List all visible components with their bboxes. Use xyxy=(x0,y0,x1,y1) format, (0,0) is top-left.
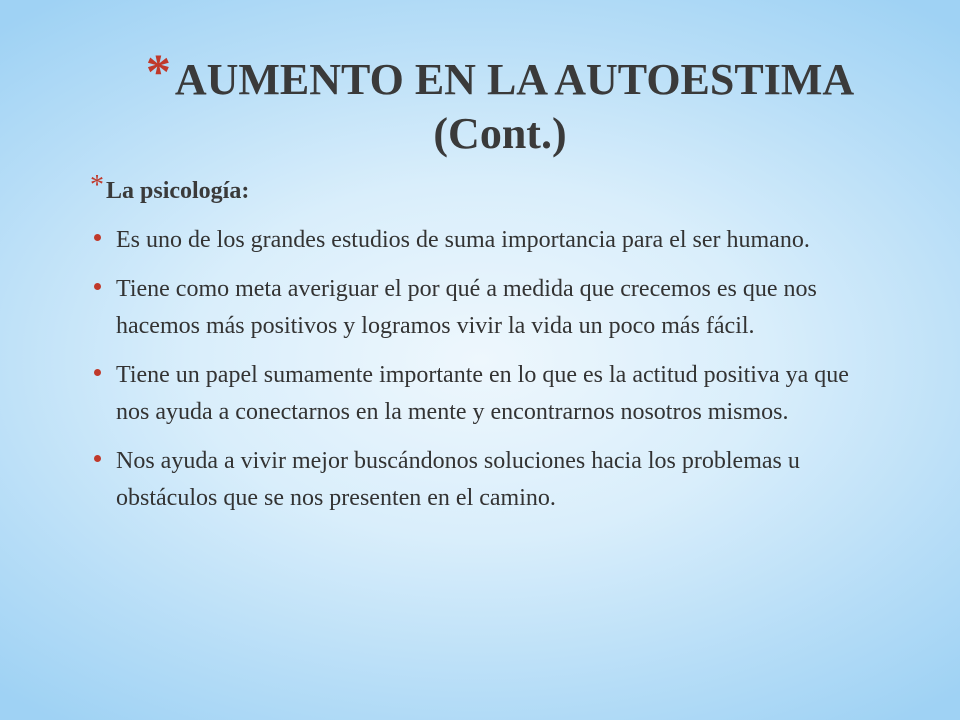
slide-title xyxy=(120,44,880,161)
bullet-text: Nos ayuda a vivir mejor buscándonos soluciones hacia los problemas u obstáculos que se nos presenten en el camino. xyxy=(116,448,800,511)
bullet-text: Es uno de los grandes estudios de suma importancia para el ser humano. xyxy=(116,227,810,253)
bullet-dot-icon xyxy=(94,455,101,462)
bullet-dot-icon xyxy=(94,369,101,376)
title-asterisk-icon: * xyxy=(145,43,171,99)
title-line-2: (Cont.) xyxy=(433,109,567,158)
bullet-list xyxy=(94,222,884,529)
bullet-text: Tiene un papel sumamente importante en lo que es la actitud positiva ya que nos ayuda a conectarnos en la mente y encontrarnos nosotros mismos. xyxy=(116,362,849,425)
bullet-item xyxy=(94,271,884,345)
bullet-dot-icon xyxy=(94,234,101,241)
bullet-item xyxy=(94,357,884,431)
title-line-1: AUMENTO EN LA AUTOESTIMA xyxy=(174,55,855,104)
bullet-dot-icon xyxy=(94,283,101,290)
bullet-text: Tiene como meta averiguar el por qué a medida que crecemos es que nos hacemos más positivos y logramos vivir la vida un poco más fácil. xyxy=(116,276,817,339)
bullet-item xyxy=(94,222,884,259)
subheading xyxy=(90,170,249,205)
bullet-item xyxy=(94,443,884,517)
subheading-text: La psicología: xyxy=(106,178,250,204)
subheading-asterisk-icon: * xyxy=(90,170,104,201)
